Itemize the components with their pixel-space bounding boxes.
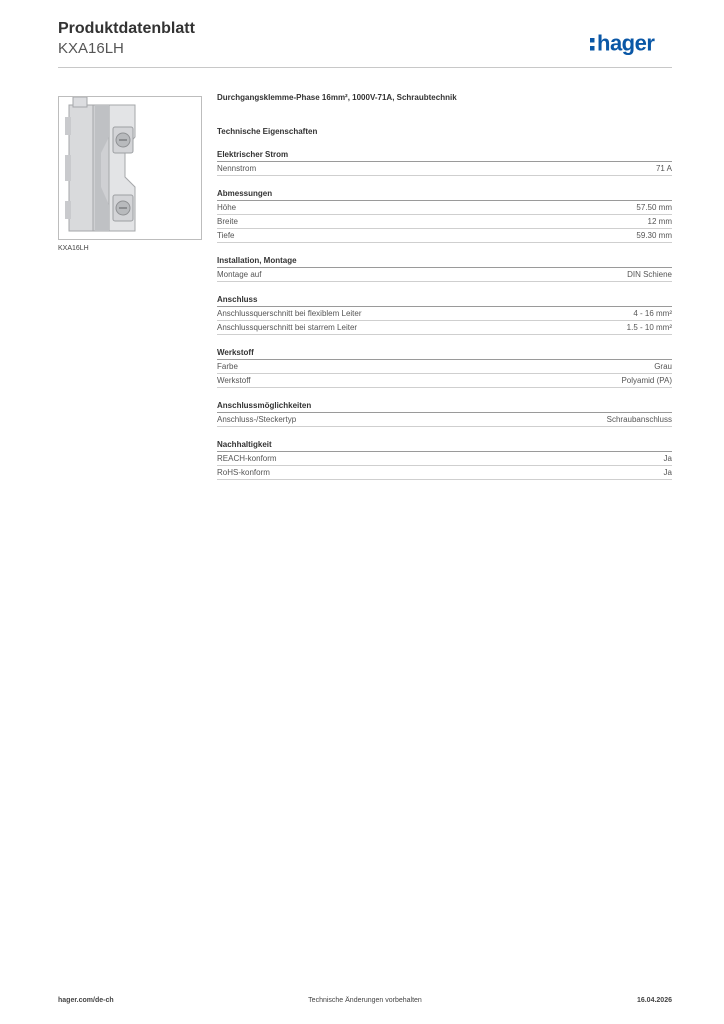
document-subtitle: KXA16LH xyxy=(58,40,124,57)
spec-label: REACH-konform xyxy=(217,454,277,463)
spec-section xyxy=(217,189,672,243)
spec-row xyxy=(217,452,672,466)
spec-row xyxy=(217,374,672,388)
spec-label: Höhe xyxy=(217,203,237,212)
spec-section xyxy=(217,256,672,282)
header-divider xyxy=(58,67,672,68)
hager-logo xyxy=(590,30,672,56)
spec-value: 12 mm xyxy=(647,217,672,226)
spec-value: 57.50 mm xyxy=(636,203,672,212)
spec-value: Polyamid (PA) xyxy=(621,376,672,385)
spec-label: Nennstrom xyxy=(217,164,257,173)
section-title: Anschlussmöglichkeiten xyxy=(217,401,672,413)
spec-row xyxy=(217,321,672,335)
spec-row xyxy=(217,268,672,282)
spec-row xyxy=(217,466,672,480)
spec-value: Schraubanschluss xyxy=(606,415,672,424)
spec-value: Ja xyxy=(663,468,672,477)
footer-website: hager.com/de-ch xyxy=(58,997,114,1004)
document-title: Produktdatenblatt xyxy=(58,20,195,37)
spec-label: Anschlussquerschnitt bei starrem Leiter xyxy=(217,323,358,332)
spec-sections xyxy=(217,150,672,480)
spec-label: Farbe xyxy=(217,362,238,371)
spec-row xyxy=(217,229,672,243)
spec-row xyxy=(217,307,672,321)
spec-value: 71 A xyxy=(655,164,672,173)
spec-label: RoHS-konform xyxy=(217,468,270,477)
datasheet-content xyxy=(217,93,672,493)
spec-row xyxy=(217,413,672,427)
spec-section xyxy=(217,440,672,480)
section-title: Elektrischer Strom xyxy=(217,150,672,162)
page-header xyxy=(58,20,672,68)
image-caption: KXA16LH xyxy=(58,245,89,252)
spec-section xyxy=(217,348,672,388)
spec-label: Tiefe xyxy=(217,231,235,240)
section-title: Abmessungen xyxy=(217,189,672,201)
section-title: Installation, Montage xyxy=(217,256,672,268)
spec-row xyxy=(217,201,672,215)
spec-label: Montage auf xyxy=(217,270,262,279)
spec-label: Anschluss-/Steckertyp xyxy=(217,415,297,424)
footer-date: 16.04.2026 xyxy=(636,997,672,1004)
spec-section xyxy=(217,150,672,176)
section-title: Anschluss xyxy=(217,295,672,307)
spec-label: Breite xyxy=(217,217,238,226)
spec-value: Grau xyxy=(654,362,672,371)
spec-value: Ja xyxy=(663,454,672,463)
section-title: Werkstoff xyxy=(217,348,672,360)
spec-section xyxy=(217,401,672,427)
spec-label: Werkstoff xyxy=(217,376,251,385)
spec-value: 4 - 16 mm² xyxy=(633,309,672,318)
logo-wordmark: hager xyxy=(597,30,655,56)
spec-section xyxy=(217,295,672,335)
section-title: Nachhaltigkeit xyxy=(217,440,672,452)
product-image xyxy=(58,96,202,240)
spec-value: 1.5 - 10 mm² xyxy=(626,323,672,332)
spec-row xyxy=(217,215,672,229)
spec-row xyxy=(217,360,672,374)
spec-row xyxy=(217,162,672,176)
spec-label: Anschlussquerschnitt bei flexiblem Leiter xyxy=(217,309,362,318)
spec-value: 59.30 mm xyxy=(636,231,672,240)
product-description: Durchgangsklemme-Phase 16mm², 1000V-71A, Schraubtechnik xyxy=(217,93,457,102)
terminal-block-illustration xyxy=(59,97,201,239)
spec-value: DIN Schiene xyxy=(627,270,672,279)
tech-properties-heading: Technische Eigenschaften xyxy=(217,127,318,136)
footer-notice: Technische Änderungen vorbehalten xyxy=(308,997,422,1004)
